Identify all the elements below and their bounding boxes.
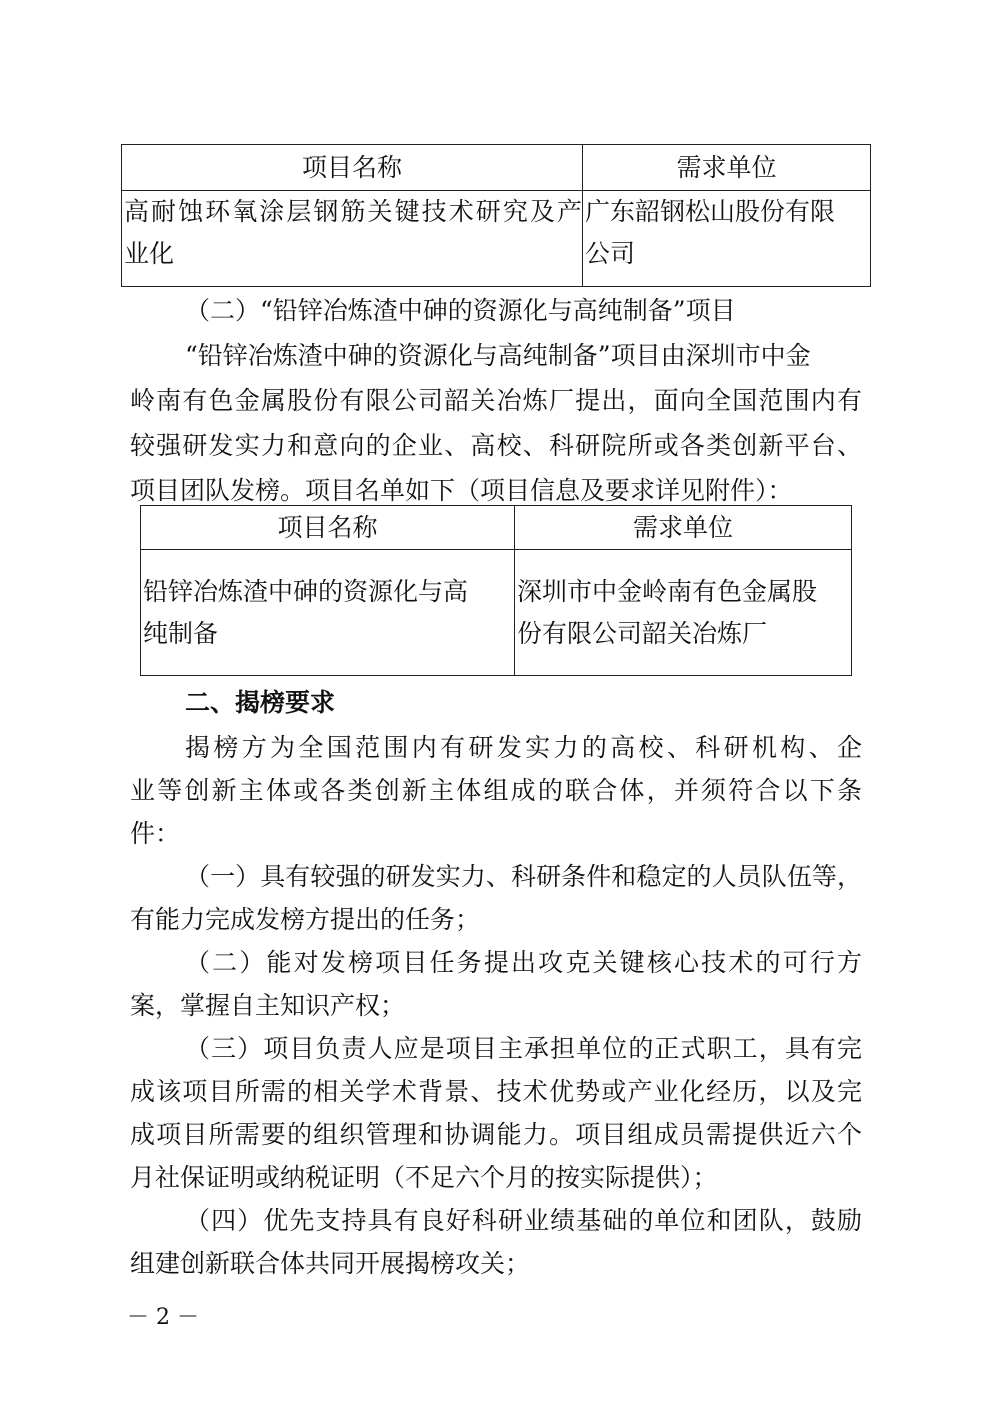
table1-name-line-1: 高耐蚀环氧涂层钢筋关键技术研究及产: [124, 197, 582, 226]
item-3-line-1: （三）项目负责人应是项目主承担单位的正式职工，具有完: [185, 1034, 862, 1063]
table2-cell-name: [141, 550, 515, 676]
table2-header-unit: 需求单位: [515, 506, 852, 550]
table1-unit-line-1: 广东韶钢松山股份有限: [585, 197, 836, 226]
table2-name-line-1: 铅锌冶炼渣中砷的资源化与高: [143, 576, 469, 606]
section-2-para-line-2: 岭南有色金属股份有限公司韶关冶炼厂提出，面向全国范围内有: [130, 386, 862, 415]
item-4-line-2: 组建创新联合体共同开展揭榜攻关；: [130, 1249, 531, 1278]
section-2-title: （二）“铅锌冶炼渣中砷的资源化与高纯制备”项目: [185, 296, 736, 325]
item-4-line-1: （四）优先支持具有良好科研业绩基础的单位和团队，鼓励: [185, 1206, 862, 1235]
table2-cell-unit: [515, 550, 852, 676]
table1-cell-unit: [583, 191, 871, 287]
item-3-line-4: 月社保证明或纳税证明（不足六个月的按实际提供）；: [130, 1163, 718, 1192]
table2-header-name: 项目名称: [141, 506, 515, 550]
item-3-line-2: 成该项目所需的相关学术背景、技术优势或产业化经历，以及完: [130, 1077, 862, 1106]
item-2-line-2: 案，掌握自主知识产权；: [130, 991, 406, 1020]
item-1-line-1: （一）具有较强的研发实力、科研条件和稳定的人员队伍等，: [185, 862, 862, 891]
part-2-intro-line-2: 业等创新主体或各类创新主体组成的联合体，并须符合以下条: [130, 776, 862, 805]
part-2-heading: 二、揭榜要求: [185, 688, 336, 717]
section-2-para-line-3: 较强研发实力和意向的企业、高校、科研院所或各类创新平台、: [130, 431, 862, 460]
table1-header-name: 项目名称: [122, 145, 583, 191]
project-table-1: [121, 144, 871, 287]
section-2-para-line-1: “铅锌冶炼渣中砷的资源化与高纯制备”项目由深圳市中金: [185, 341, 811, 370]
section-2-para-line-4: 项目团队发榜。项目名单如下（项目信息及要求详见附件）：: [130, 476, 793, 505]
table2-name-line-2: 纯制备: [143, 618, 219, 648]
part-2-intro-line-3: 件：: [130, 819, 181, 848]
item-1-line-2: 有能力完成发榜方提出的任务；: [130, 905, 481, 934]
table1-cell-name: [122, 191, 583, 287]
table1-name-line-2: 业化: [124, 239, 175, 268]
item-2-line-1: （二）能对发榜项目任务提出攻克关键核心技术的可行方: [185, 948, 862, 977]
project-table-2: [140, 505, 852, 676]
item-3-line-3: 成项目所需要的组织管理和协调能力。项目组成员需提供近六个: [130, 1120, 862, 1149]
table1-unit-line-2: 公司: [585, 239, 636, 268]
table2-unit-line-2: 份有限公司韶关冶炼厂: [517, 618, 768, 648]
table1-header-unit: 需求单位: [583, 145, 871, 191]
page-number: － 2 －: [127, 1305, 199, 1330]
part-2-intro-line-1: 揭榜方为全国范围内有研发实力的高校、科研机构、企: [185, 733, 862, 762]
table2-unit-line-1: 深圳市中金岭南有色金属股: [517, 576, 818, 606]
